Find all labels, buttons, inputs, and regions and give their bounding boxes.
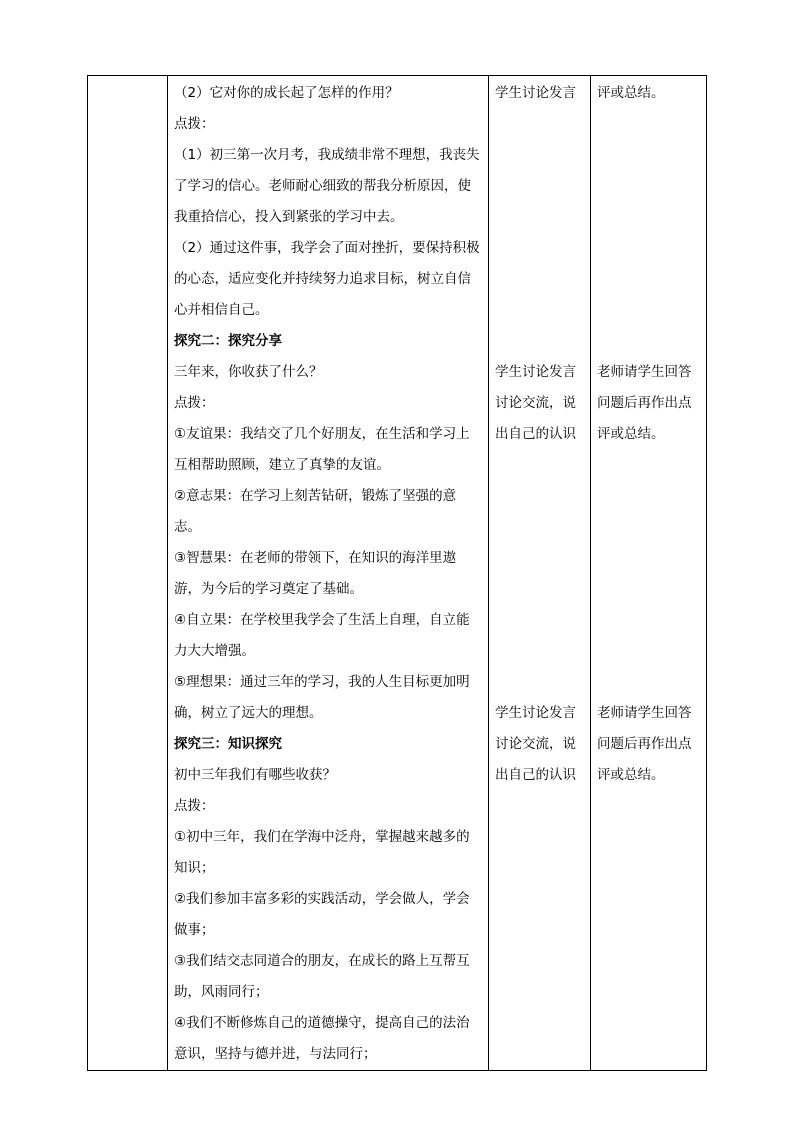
content-paragraph: （2）它对你的成长起了怎样的作用？ (174, 85, 399, 101)
teacher-activity-cell (591, 76, 707, 1071)
lesson-table (87, 75, 707, 1071)
student-activity-1: 学生讨论发言 (495, 85, 576, 101)
content-paragraph: ②意志果：在学习上刻苦钻研，锻炼了坚强的意志。 (174, 488, 457, 535)
section-heading: 探究二：探究分享 (174, 333, 282, 349)
content-paragraph: 点拨： (174, 798, 215, 814)
content-paragraph: ①友谊果：我结交了几个好朋友，在生活和学习上互相帮助照顾，建立了真挚的友谊。 (174, 426, 470, 473)
student-activity-2: 学生讨论发言讨论交流，说出自己的认识 (495, 364, 576, 442)
content-paragraph: ④我们不断修炼自己的道德操守，提高自己的法治意识，坚持与德并进，与法同行； (174, 1015, 470, 1062)
segment-cell (88, 76, 168, 1071)
content-paragraph: 点拨： (174, 116, 215, 132)
content-paragraph: ③我们结交志同道合的朋友，在成长的路上互帮互助，风雨同行； (174, 953, 470, 1000)
content-text (168, 76, 488, 1070)
content-paragraph: ⑤理想果：通过三年的学习，我的人生目标更加明确，树立了远大的理想。 (174, 674, 470, 721)
student-activity-3: 学生讨论发言讨论交流，说出自己的认识 (495, 705, 576, 783)
content-paragraph: （1）初三第一次月考，我成绩非常不理想，我丧失了学习的信心。老师耐心细致的帮我分析原因，使我重拾信心，投入到紧张的学习中去。 (174, 147, 480, 225)
teacher-activity-1: 评或总结。 (597, 85, 665, 101)
content-paragraph: ③智慧果：在老师的带领下，在知识的海洋里遨游，为今后的学习奠定了基础。 (174, 550, 457, 597)
content-paragraph: ②我们参加丰富多彩的实践活动，学会做人，学会做事； (174, 891, 470, 938)
content-paragraph: 初中三年我们有哪些收获？ (174, 767, 336, 783)
content-paragraph: ①初中三年，我们在学海中泛舟，掌握越来越多的知识； (174, 829, 470, 876)
teacher-activity-3: 老师请学生回答问题后再作出点评或总结。 (597, 705, 692, 783)
content-paragraph: 点拨： (174, 395, 215, 411)
student-activity-cell (489, 76, 591, 1071)
section-heading: 探究三：知识探究 (174, 736, 282, 752)
content-paragraph: ④自立果：在学校里我学会了生活上自理，自立能力大大增强。 (174, 612, 470, 659)
content-cell (168, 76, 489, 1071)
teacher-activity-2: 老师请学生回答问题后再作出点评或总结。 (597, 364, 692, 442)
content-paragraph: （2）通过这件事，我学会了面对挫折，要保持积极的心态，适应变化并持续努力追求目标，树立自信心并相信自己。 (174, 240, 480, 318)
content-paragraph: 三年来，你收获了什么？ (174, 364, 323, 380)
